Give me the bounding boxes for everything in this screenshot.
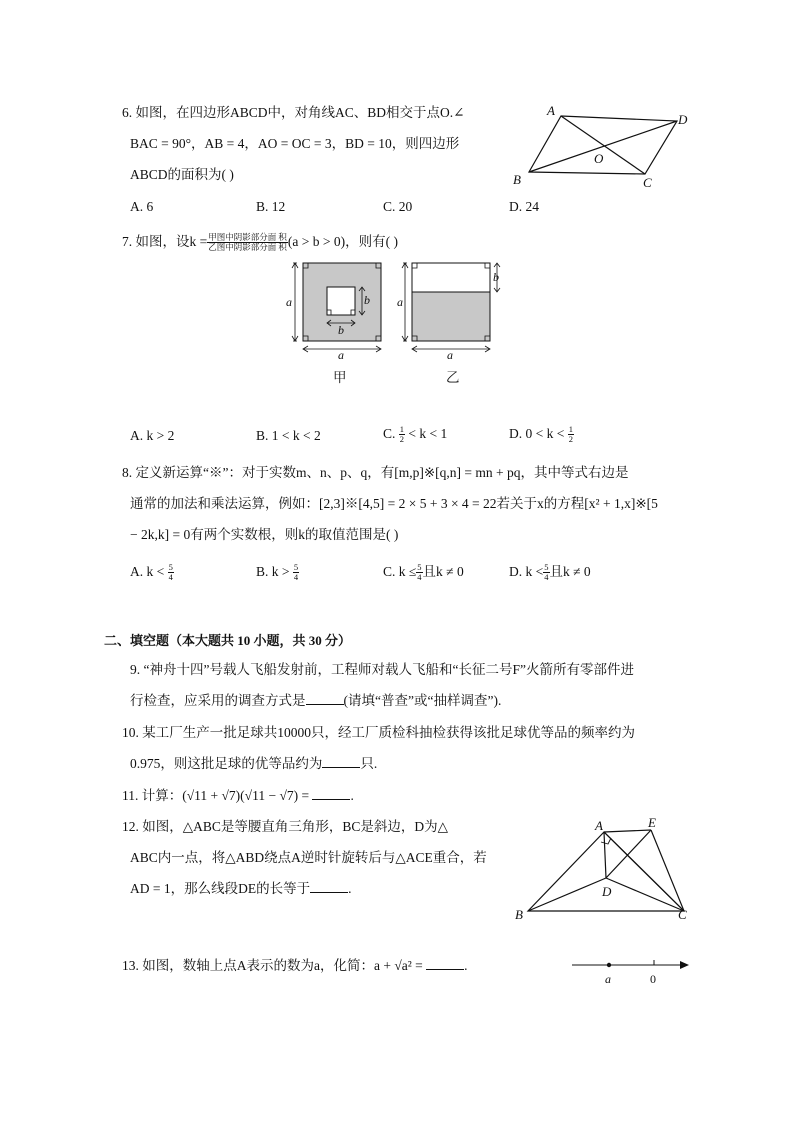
q7-yi-label-b-side: b: [493, 270, 499, 284]
q6-label-a: A: [547, 103, 555, 118]
q7-prefix: 7. 如图，设k =: [122, 234, 208, 249]
q9-line2-post: (请填“普查”或“抽样调查”).: [343, 693, 502, 708]
q7-option-d-fraction: [568, 425, 574, 444]
q10-line2: [130, 755, 377, 773]
q9-line2: [130, 692, 501, 710]
q8-option-c: [383, 563, 464, 582]
q6-option-c: C. 20: [383, 199, 413, 214]
q6-label-d: D: [678, 112, 688, 127]
q11-answer-blank[interactable]: [312, 787, 350, 800]
q13-label-zero: 0: [650, 972, 656, 986]
q8-option-c-post: 且k ≠ 0: [422, 564, 464, 579]
q7-fraction: [207, 233, 288, 252]
q9-line1: 9. “神舟十四”号载人飞船发射前，工程师对载人飞船和“长征二号F”火箭所有零部件进: [130, 662, 634, 677]
q13-label-a: a: [605, 972, 611, 986]
q8-option-a-pre: A. k <: [130, 564, 165, 579]
q6-line3: ABCD的面积为( ): [130, 167, 234, 182]
q12-label-c: C: [678, 907, 687, 922]
q7-option-c-den: 2: [399, 434, 405, 445]
q12-line3-pre: AD = 1，那么线段DE的长等于: [130, 881, 311, 896]
q10-line2-pre: 0.975，则这批足球的优等品约为: [130, 756, 323, 771]
q8-option-c-num: 5: [417, 562, 422, 573]
q8-option-d-den: 4: [544, 572, 549, 583]
q6-option-a: A. 6: [130, 199, 154, 214]
q8-option-a-num: 5: [168, 562, 173, 573]
q7-yi-shaded-region: [412, 292, 490, 341]
q12-answer-blank[interactable]: [310, 880, 348, 893]
q8-option-b-num: 5: [293, 562, 299, 573]
q8-option-a-fraction: [168, 563, 174, 582]
q11-line: [122, 787, 354, 805]
q8-option-d: [509, 563, 591, 582]
q10-answer-blank[interactable]: [322, 755, 360, 768]
q6-line1: 6. 如图，在四边形ABCD中，对角线AC、BD相交于点O.∠: [122, 105, 465, 120]
q6-label-o: O: [594, 151, 604, 166]
q7-jia-label-b-bottom: b: [338, 323, 344, 337]
q6-option-d: D. 24: [509, 199, 539, 214]
q7-figure-yi: [397, 256, 507, 360]
q9-answer-blank[interactable]: [306, 692, 344, 705]
q12-line1: 12. 如图，△ABC是等腰直角三角形，BC是斜边，D为△: [122, 819, 449, 834]
q12-line3: [130, 880, 351, 898]
q7-figure-jia: [285, 256, 395, 360]
q6-line2: BAC = 90°，AB = 4，AO = OC = 3，BD = 10，则四边形: [130, 136, 460, 151]
q10-line2-post: 只.: [360, 756, 378, 771]
q7-jia-label-b-side: b: [364, 293, 370, 307]
q7-jia-label-a-bottom: a: [338, 348, 344, 360]
q7-option-c-fraction: [399, 425, 405, 444]
q7-option-d: [509, 425, 574, 444]
q12-line3-post: .: [348, 881, 352, 896]
q13-text-post: .: [464, 958, 468, 973]
q13-axis-arrow-icon: [680, 961, 689, 969]
q12-segment-ad: [604, 832, 606, 878]
q13-line: [122, 957, 468, 975]
q13-text-pre: 13. 如图，数轴上点A表示的数为a，化简：a + √a² =: [122, 958, 423, 973]
q13-answer-blank[interactable]: [426, 957, 464, 970]
q12-label-a: A: [595, 818, 603, 833]
q7-option-c: [383, 425, 447, 444]
q8-option-d-post: 且k ≠ 0: [549, 564, 591, 579]
q7-yi-label-a-side: a: [397, 295, 403, 309]
q7-stem: [122, 233, 398, 252]
q6-parallelogram-figure: [505, 100, 705, 195]
q12-label-d: D: [602, 884, 612, 899]
q12-segment-ae: [604, 830, 651, 832]
q7-label-yi: 乙: [446, 370, 460, 385]
q12-line2: ABC内一点，将△ABD绕点A逆时针旋转后与△ACE重合，若: [130, 850, 487, 865]
q11-text-post: .: [350, 788, 354, 803]
q8-option-d-pre: D. k <: [509, 564, 544, 579]
q8-option-d-num: 5: [544, 562, 549, 573]
q13-number-line: [568, 953, 693, 989]
q7-option-c-post: < k < 1: [408, 426, 448, 441]
q8-option-a: [130, 563, 174, 582]
q7-option-c-num: 1: [399, 424, 405, 435]
section-2-title: 二、填空题（本大题共 10 小题，共 30 分）: [104, 633, 352, 648]
q6-option-b: B. 12: [256, 199, 286, 214]
q7-suffix: (a > b > 0)，则有( ): [287, 234, 398, 249]
q7-jia-label-a-side: a: [286, 295, 292, 309]
q6-label-c: C: [643, 175, 652, 190]
q11-text-pre: 11. 计算：(√11 + √7)(√11 − √7) =: [122, 788, 310, 803]
q7-option-b: B. 1 < k < 2: [256, 428, 321, 443]
q7-label-jia: 甲: [333, 370, 347, 385]
q8-option-b-fraction: [293, 563, 299, 582]
q8-line2: 通常的加法和乘法运算，例如：[2,3]※[4,5] = 2 × 5 + 3 × 4 = 22若关于x的方程[x² + 1,x]※[5: [130, 496, 658, 511]
q7-fraction-numerator: 甲图中阴影部分面 积: [208, 232, 287, 243]
q12-label-b: B: [515, 907, 523, 922]
q12-triangle-figure: [508, 818, 708, 928]
q6-label-b: B: [513, 172, 521, 187]
q8-option-b-pre: B. k >: [256, 564, 290, 579]
q10-line1: 10. 某工厂生产一批足球共10000只，经工厂质检科抽检获得该批足球优等品的频率约为: [122, 725, 635, 740]
q8-line3: − 2k,k] = 0有两个实数根，则k的取值范围是( ): [130, 527, 399, 542]
q12-segment-bd: [528, 878, 606, 911]
q8-option-c-den: 4: [417, 572, 422, 583]
q9-line2-pre: 行检查，应采用的调查方式是: [130, 693, 306, 708]
q8-line1: 8. 定义新运算“※”：对于实数m、n、p、q，有[m,p]※[q,n] = mn + pq，其中等式右边是: [122, 465, 629, 480]
q12-segment-de: [606, 830, 651, 878]
q7-fraction-denominator: 乙图中阴影部分面 积: [208, 242, 287, 253]
q7-option-a: A. k > 2: [130, 428, 175, 443]
q13-point-a: [607, 963, 611, 967]
q8-option-b: [256, 563, 299, 582]
q12-segment-ce: [604, 832, 684, 911]
q12-right-angle-mark: [601, 838, 611, 844]
q12-label-e: E: [648, 818, 656, 830]
q8-option-c-pre: C. k ≤: [383, 564, 417, 579]
q7-option-d-pre: D. 0 < k <: [509, 426, 565, 441]
q7-yi-label-a-bottom: a: [447, 348, 453, 360]
q7-option-d-den: 2: [568, 434, 573, 445]
q8-option-b-den: 4: [293, 572, 299, 583]
q7-option-d-num: 1: [568, 424, 573, 435]
q8-option-a-den: 4: [168, 572, 173, 583]
q7-option-c-pre: C.: [383, 426, 396, 441]
